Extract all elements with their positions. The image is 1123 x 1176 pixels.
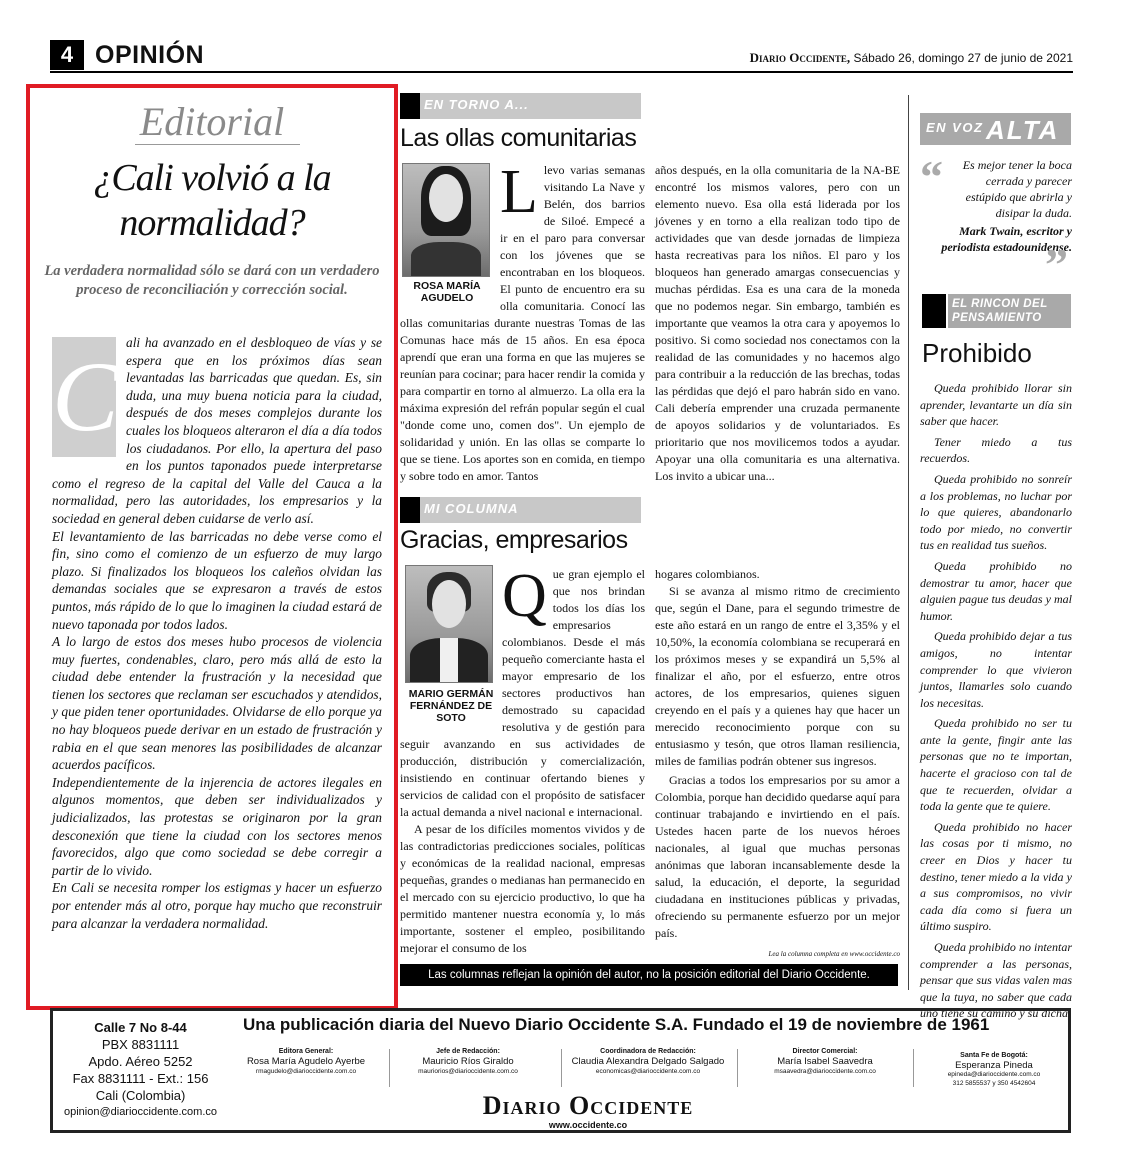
pbx: PBX 8831111 — [101, 1037, 180, 1052]
editorial-kicker: Editorial — [139, 99, 285, 144]
editorial-subtitle: La verdadera normalidad sólo se dará con un verdadero proceso de reconciliación y corrección social. — [44, 263, 380, 298]
section-title: OPINIÓN — [95, 41, 205, 69]
tag-block — [400, 497, 420, 523]
column-tag-en-torno: EN TORNO A... — [400, 93, 641, 119]
issue-date: Sábado 26, domingo 27 de junio de 2021 — [850, 51, 1073, 65]
rincon-text: Queda prohibido llorar sin aprender, levantarte un día sin saber que hacer. Tener miedo a tus recuerdos. Queda prohibido no sonreír a los problemas, no luchar por lo que quieres, abandonarlo todo por miedo, no convertir tus en realidad tus sueños. Queda prohibido no demostrar tu amor, hacer que alguien pague tus deudas y mal humor. Queda prohibido dejar a tus amigos, no intentar comprender lo que vivieron juntos, llamarles solo cuando los necesitas. Queda prohibido no ser tu ante la gente, fingir ante las personas que no te importan, hacerte el gracioso con tal de que te recuerden, olvidar a toda la gente que te quiere. Queda prohibido no hacer las cosas por ti mismo, no creer en Dios y hacer tu destino, tener miedo a la vida y a sus compromisos, no vivir cada día como si fuera un último suspiro. Queda prohibido no intentar comprender a las personas, pensar que sus vidas valen mas que la tuya, no saber que cada uno tiene su camino y su dicha. — [920, 381, 1072, 1021]
paper-name: Diario Occidente, — [749, 50, 851, 65]
columns-disclaimer: Las columnas reflejan la opinión del autor, no la posición editorial del Diario Occidente. — [400, 964, 898, 986]
page-number: 4 — [50, 40, 84, 70]
footer-box — [50, 1008, 1071, 1133]
open-quote-icon: “ — [920, 151, 943, 202]
column1-left-text: Llevo varias semanas visitando La Nave y Belén, dos barrios de Siloé. Empecé a ir en el paro para conversar con los jóvenes que se encontraban en los bloqueos. El punto de encuentro era su olla comunitaria. Conocí las ollas comunitarias durante nuestras Tomas de las Comunas hace más de 15 años. En esa época aprendí que eran una forma en que las mujeres se reunían para cocinar; para hacer rendir la comida y para compartir en torno al almuerzo. La olla era la máxima expresión del refrán popular según el cual "donde come uno, comen dos". Un ejemplo de solidaridad y unión. En las ollas se comparte lo que se tiene. Los aportes son en comida, en tiempo y sobre todo en amor. Tantos — [400, 158, 645, 483]
en-voz-alta-label: EN VOZ ALTA — [920, 113, 1071, 145]
staff-editora: Editora General: Rosa María Agudelo Ayerbe rmagudelo@diarioccidente.com.co — [246, 1048, 366, 1075]
masthead-logo: Diario Occidente — [482, 1091, 694, 1120]
contact-block — [53, 1019, 228, 1121]
rincon-label: EL RINCON DEL PENSAMIENTO — [948, 294, 1071, 328]
editorial-paragraph: Independientemente de la injerencia de actores ilegales en algunos momentos, que deben ser individualizados y judicializados, las protestas se originaron por la gran desconexión que tiene la ciudad con los sectores menos favorecidos, algo que como sociedad se debe corregir a partir de lo vivido. — [52, 774, 382, 878]
column1-title: Las ollas comunitarias — [400, 124, 637, 152]
column2-title: Gracias, empresarios — [400, 526, 628, 554]
staff-director: Director Comercial: María Isabel Saavedra msaavedra@diarioccidente.com.co — [774, 1048, 876, 1075]
dateline — [750, 50, 1073, 66]
staff-jefe: Jefe de Redacción: Mauricio Ríos Giraldo mauriorios@diarioccidente.com.co — [418, 1048, 518, 1075]
rincon-block — [922, 294, 946, 328]
quote-text: Es mejor tener la boca cerrada y parecer estúpido que abrirla y disipar la duda. — [962, 158, 1072, 220]
column2-right-text: hogares colombianos. Si se avanza al mismo ritmo de crecimiento que, según el Dane, para el segundo trimestre de este año estará en un rango de entre el 3,35% y el 10,50%, la economía colombiana se recuperará en los próximos meses y se expandirá un 5,5% al finalizar el año, por el esfuerzo, entre otros actores, de los empresarios, quienes siguen creyendo en el país y a quienes hay que hacer un merecido reconocimiento porque con su entusiasmo y tesón, que otros llaman resiliencia, miles de familias podrán obtener sus ingresos. Gracias a todos los empresarios por su amor a Colombia, porque han decidido quedarse aquí para continuar trabajando e invirtiendo en el país. Ustedes hacen parte de los nuevos héroes nacionales, al igual que muchas personas anónimas que laboran incansablemente desde la salud, la educación, el deporte, la seguridad ciudadana en instituciones públicas y privadas, ofreciendo su permanente esfuerzo por un mejor país. Lea la columna completa en www.occidente.co — [655, 566, 900, 963]
publication-line: Una publicación diaria del Nuevo Diario Occidente S.A. Fundado el 19 de noviembre de 1961 — [243, 1015, 990, 1034]
editorial-paragraph: A lo largo de estos dos meses hubo procesos de violencia muy fuertes, condenables, claro, pero más allá de esto la ciudad debe entender la frustración y la necesidad que tienen los sectores que reclaman ser escuchados y atendidos, y que piden tener oportunidades. Olvidarse de ello porque ya no hay bloqueos puede derivar en un estado de frustración y rabia en el que sean menores las posibilidades de alcanzar acuerdos pacíficos. — [52, 634, 382, 773]
editorial-body — [52, 334, 382, 932]
column2-drop-cap: Q — [502, 562, 547, 630]
fax: Fax 8831111 - Ext.: 156 — [72, 1071, 209, 1086]
apdo: Apdo. Aéreo 5252 — [88, 1054, 193, 1069]
editorial-kicker-rule — [135, 144, 300, 145]
author-name-rosa: ROSA MARÍA AGUDELO — [413, 280, 481, 304]
column2-footnote: Lea la columna completa en www.occidente.co — [768, 950, 900, 958]
editorial-paragraph: C ali ha avanzado en el desbloqueo de vías y se espera que en los próximos días sean levantadas las barricadas que quedan. Es, sin duda, una muy buena noticia para la ciudad, después de dos meses complejos durante los cuales los bloqueos alteraron el día a día todos los ciudadanos. Por ello, la apertura del paso en los puntos taponados puede interpretarse como el regreso de la capital del Valle del Cauca a la normalidad, pero las autoridades, los empresarios y la sociedad en general deben cuidarse de verlo así. — [52, 335, 382, 526]
editorial-paragraph: El levantamiento de las barricadas no debe verse como el fin, sino como el comienzo de un esfuerzo de muy largo plazo. Si finalizados los bloqueos los caleños olvidan las demandas sociales que se expresaron a través de estos puntos, más rápido de lo que lo imaginen la ciudad estará de nuevo taponada por todos lados. — [52, 528, 382, 632]
tag-block — [400, 93, 420, 119]
column1-right-text: años después, en la olla comunitaria de la NA-BE encontré los mismos valores, pero con un elemento nuevo. Esa olla está liderada por los jóvenes y en torno a ella realizan todo tipo de actividades que van desde jornadas de limpieza hasta recreativas para los niños. El paro y los bloqueos han generado amargas consecuencias y muchas pérdidas. Esa es una cara de la moneda que no podemos negar. Sin embargo, también es importante que veamos la otra cara y apoyemos lo positivo. Si como sociedad nos conectamos con la realidad de las comunidades y no hacemos algo para contribuir a la reducción de las brechas, todas las pérdidas que dejó el paro habrán sido en vano. Cali debería emprender una cruzada permanente de apoyos solidarios y de voluntariados. Es prioritario que nos movilicemos todos a ayudar. Apoyar una olla comunitaria es una alternativa. Los invito a ubicar una... — [655, 163, 900, 483]
city: Cali (Colombia) — [95, 1088, 186, 1103]
column2-left-text: Que gran ejemplo el que nos brindan todos los días los empresarios colombianos. Desde el más pequeño comerciante hasta el mayor empresario de los sectores productivos han demostrado su capacidad resolutiva y de gestión para seguir avanzando en sus actividades de producción, distribución y comercialización, insistiendo en continuar ofertando bienes y servicios de calidad con el propósito de satisfacer la actual demanda a nivel nacional e internacional. A pesar de los difíciles momentos vividos y de las contradictorias predicciones sociales, políticas y económicas de la realidad nacional, empresas pequeñas, grandes o medianas han permanecido en el mercado con su ejercicio productivo, lo que ha permitido mantener nuestra economía y, lo más importante, sostener el empleo, posibilitando mejorar el consumo de los — [400, 562, 645, 955]
contact-email[interactable]: opinion@diarioccidente.com.co — [63, 1106, 218, 1118]
author-name-mario: MARIO GERMÁN FERNÁNDEZ DE SOTO — [408, 688, 494, 724]
close-quote-icon: ” — [1045, 239, 1068, 290]
editorial-box — [26, 84, 398, 1010]
website-link[interactable]: www.occidente.co — [548, 1120, 628, 1130]
staff-coordinadora: Coordinadora de Redacción: Claudia Alexandra Delgado Salgado economicas@diarioccidente.com.co — [571, 1048, 725, 1075]
header-rule — [50, 71, 1073, 73]
editorial-paragraph: En Cali se necesita romper los estigmas y hacer un esfuerzo por entender más al otro, porque hay mucho que reconstruir para alcanzar la verdadera normalidad. — [52, 880, 382, 931]
editorial-title: ¿Cali volvió a la normalidad? — [93, 157, 331, 244]
column1-drop-cap: L — [500, 158, 538, 226]
editorial-drop-cap: C — [52, 337, 116, 457]
address: Calle 7 No 8-44 — [94, 1020, 187, 1035]
column-tag-mi-columna: MI COLUMNA — [400, 497, 641, 523]
quote-author: Mark Twain, escritor y periodista estadounidense. — [941, 224, 1072, 254]
column-divider — [908, 95, 909, 990]
staff-bogota: Santa Fe de Bogotá: Esperanza Pineda epineda@diarioccidente.com.co 312 5855537 y 350 4542604 — [947, 1052, 1041, 1087]
rincon-title: Prohibido — [922, 338, 1032, 368]
